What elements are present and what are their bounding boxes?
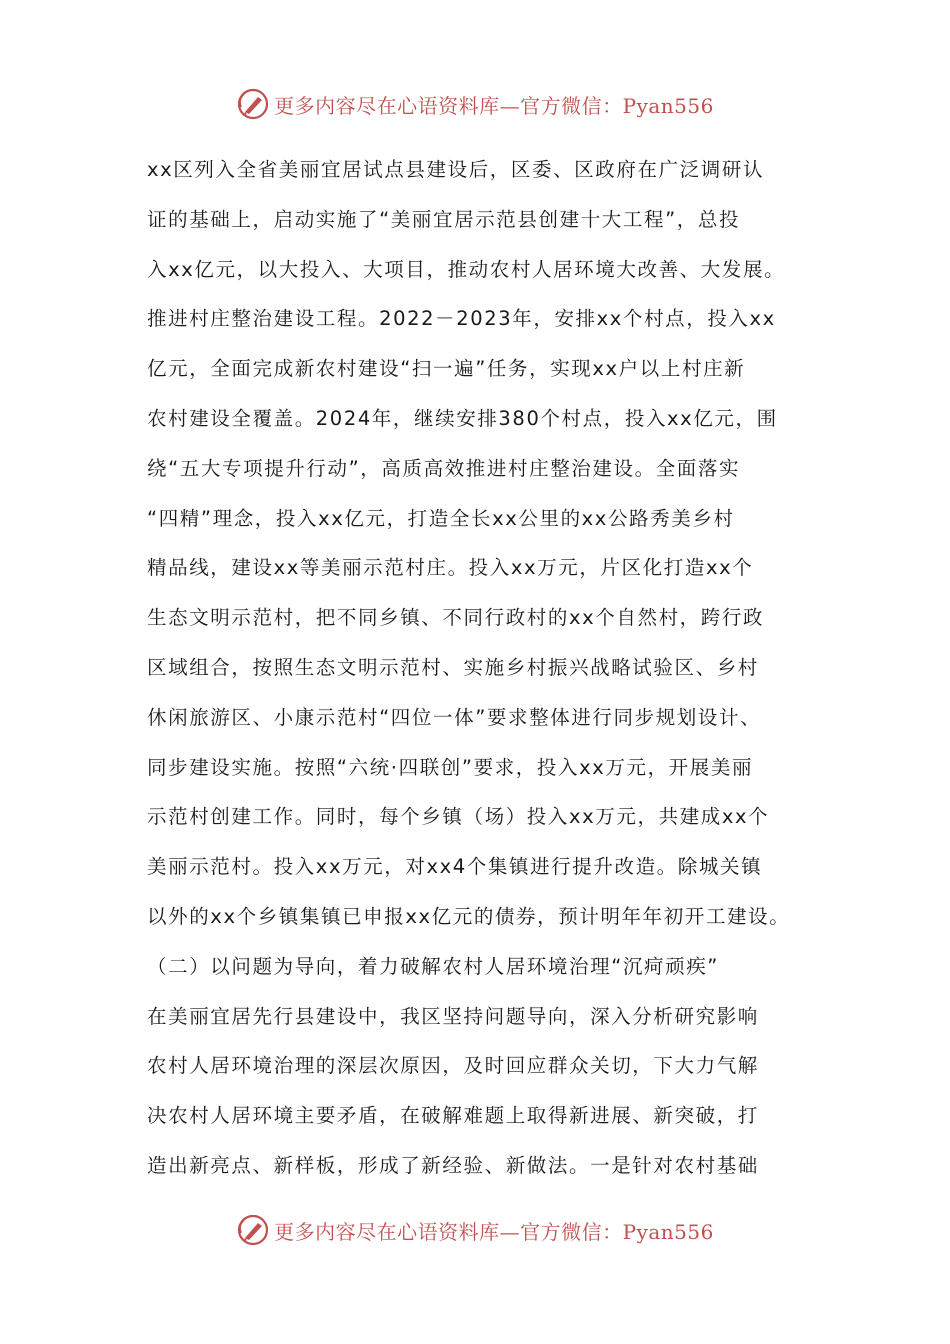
text-line: xx区列入全省美丽宜居试点县建设后，区委、区政府在广泛调研认 xyxy=(147,158,765,181)
text-line: 推进村庄整治建设工程。2022－2023年，安排xx个村点，投入xx xyxy=(147,307,776,331)
text-line: 亿元，全面完成新农村建设“扫一遍”任务，实现xx户以上村庄新 xyxy=(147,357,746,381)
text-line: 证的基础上，启动实施了“美丽宜居示范县创建十大工程”，总投 xyxy=(147,207,741,231)
text-line: 美丽示范村。投入xx万元，对xx4个集镇进行提升改造。除城关镇 xyxy=(147,855,763,879)
text-line: （二）以问题为导向，着力破解农村人居环境治理“沉疴顽疾” xyxy=(147,954,720,978)
text-line: 休闲旅游区、小康示范村“四位一体”要求整体进行同步规划设计、 xyxy=(147,705,762,729)
text-line: 农村建设全覆盖。2024年，继续安排380个村点，投入xx亿元，围 xyxy=(147,406,778,430)
pen-logo-icon xyxy=(236,1213,270,1247)
header-banner xyxy=(0,84,950,124)
text-line: 示范村创建工作。同时，每个乡镇（场）投入xx万元，共建成xx个 xyxy=(147,805,770,829)
text-line: 同步建设实施。按照“六统·四联创”要求，投入xx万元，开展美丽 xyxy=(147,755,754,779)
text-line: 在美丽宜居先行县建设中，我区坚持问题导向，深入分析研究影响 xyxy=(147,1004,759,1028)
text-line: “四精”理念，投入xx亿元，打造全长xx公里的xx公路秀美乡村 xyxy=(147,506,735,530)
document-body xyxy=(147,145,817,1191)
text-line: 绕“五大专项提升行动”，高质高效推进村庄整治建设。全面落实 xyxy=(147,456,741,480)
text-line: 区域组合，按照生态文明示范村、实施乡村振兴战略试验区、乡村 xyxy=(147,655,759,679)
text-line: 以外的xx个乡镇集镇已申报xx亿元的债券，预计明年年初开工建设。 xyxy=(147,904,791,928)
text-line: 精品线，建设xx等美丽示范村庄。投入xx万元，片区化打造xx个 xyxy=(147,556,754,580)
text-line: 造出新亮点、新样板，形成了新经验、新做法。一是针对农村基础 xyxy=(147,1153,759,1177)
text-line: 生态文明示范村，把不同乡镇、不同行政村的xx个自然村，跨行政 xyxy=(147,606,765,630)
pen-logo-icon xyxy=(236,87,270,121)
footer-banner xyxy=(0,1210,950,1250)
text-line: 农村人居环境治理的深层次原因，及时回应群众关切，下大力气解 xyxy=(147,1054,759,1078)
text-line: 决农村人居环境主要矛盾，在破解难题上取得新进展、新突破，打 xyxy=(147,1104,759,1128)
text-line: 入xx亿元，以大投入、大项目，推动农村人居环境大改善、大发展。 xyxy=(147,257,786,281)
header-banner-text: 更多内容尽在心语资料库—官方微信：Pyan556 xyxy=(274,93,714,118)
footer-banner-text: 更多内容尽在心语资料库—官方微信：Pyan556 xyxy=(274,1219,714,1244)
